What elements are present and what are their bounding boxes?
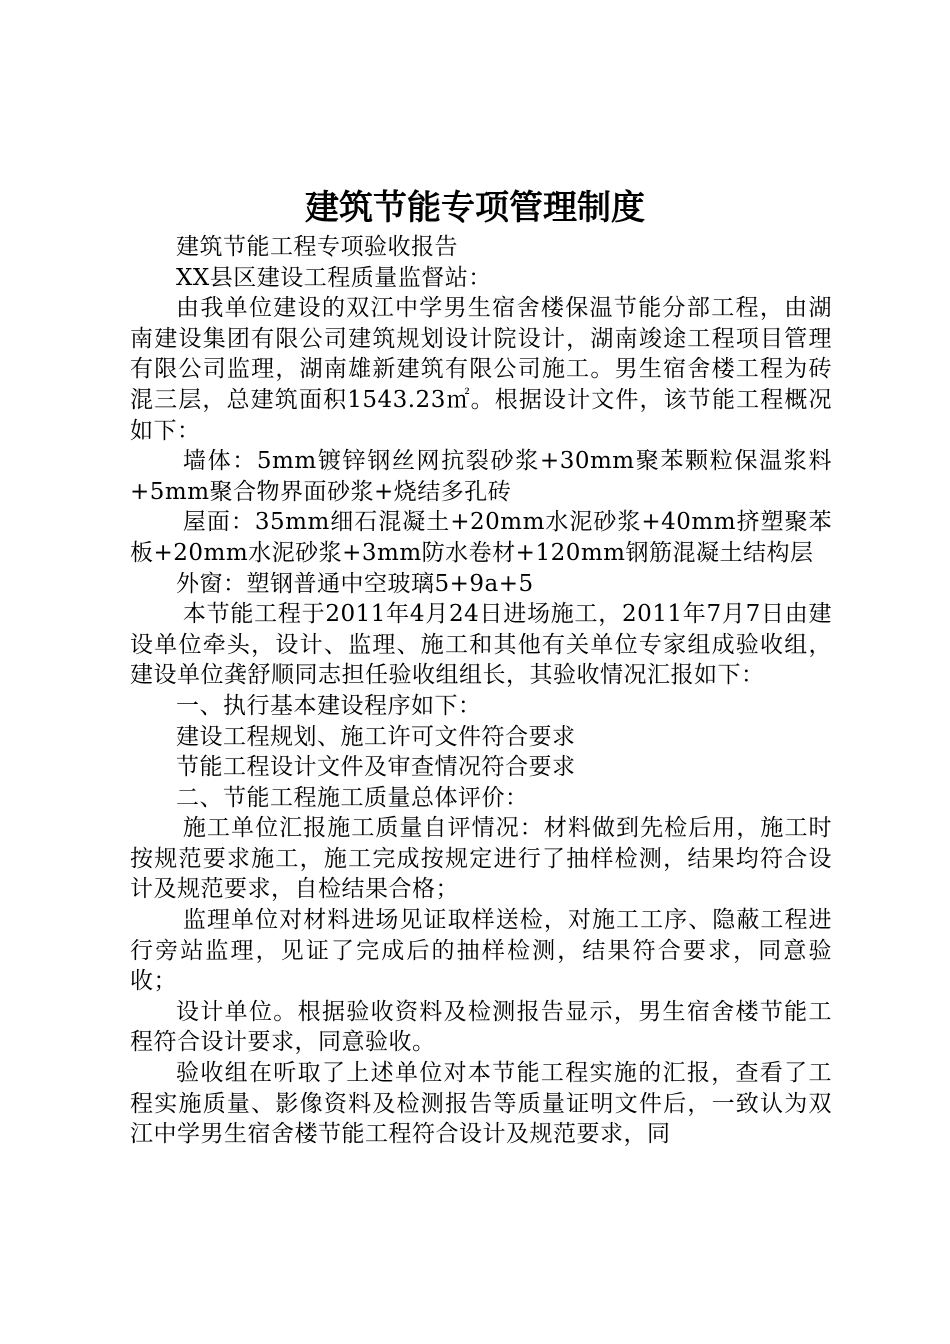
paragraph-section-one: 一、执行基本建设程序如下： [176,692,482,719]
paragraph-supervisor-report: 监理单位对材料进场见证取样送检，对施工工序、隐蔽工程进行旁站监理，见证了完成后的抽样检测，结果符合要求，同意验收； [130,907,832,995]
paragraph-construction-dates: 本节能工程于2011年4月24日进场施工，2011年7月7日由建设单位牵头，设计、监理、施工和其他有关单位专家组成验收组，建设单位龚舒顺同志担任验收组组长，其验收情况汇报如下： [130,601,832,689]
paragraph-wall-spec: 墙体：5mm镀锌钢丝网抗裂砂浆+30mm聚苯颗粒保温浆料+5mm聚合物界面砂浆+烧结多孔砖 [130,448,832,505]
paragraph-roof-spec: 屋面：35mm细石混凝土+20mm水泥砂浆+40mm挤塑聚苯板+20mm水泥砂浆+3mm防水卷材+120mm钢筋混凝土结构层 [130,509,832,566]
paragraph-planning-permit: 建设工程规划、施工许可文件符合要求 [176,723,576,750]
paragraph-addressee: XX县区建设工程质量监督站： [176,264,492,291]
paragraph-section-two: 二、节能工程施工质量总体评价： [176,784,529,811]
document-title: 建筑节能专项管理制度 [305,188,645,228]
paragraph-design-review: 节能工程设计文件及审查情况符合要求 [176,754,576,781]
paragraph-contractor-report: 施工单位汇报施工质量自评情况：材料做到先检后用，施工时按规范要求施工，施工完成按规定进行了抽样检测，结果均符合设计及规范要求，自检结果合格； [130,815,832,903]
paragraph-window-spec: 外窗：塑钢普通中空玻璃5+9a+5 [176,570,534,597]
paragraph-acceptance-conclusion: 验收组在听取了上述单位对本节能工程实施的汇报，查看了工程实施质量、影像资料及检测报告等质量证明文件后，一致认为双江中学男生宿舍楼节能工程符合设计及规范要求，同 [130,1060,832,1148]
paragraph-report-title: 建筑节能工程专项验收报告 [176,234,458,260]
document-body [130,232,832,1150]
paragraph-project-intro: 由我单位建设的双江中学男生宿舍楼保温节能分部工程，由湖南建设集团有限公司建筑规划设计院设计，湖南竣途工程项目管理有限公司监理，湖南雄新建筑有限公司施工。男生宿舍楼工程为砖混三层，总建筑面积1543.23㎡。根据设计文件，该节能工程概况如下： [130,295,832,444]
paragraph-designer-report: 设计单位。根据验收资料及检测报告显示，男生宿舍楼节能工程符合设计要求，同意验收。 [130,998,832,1056]
